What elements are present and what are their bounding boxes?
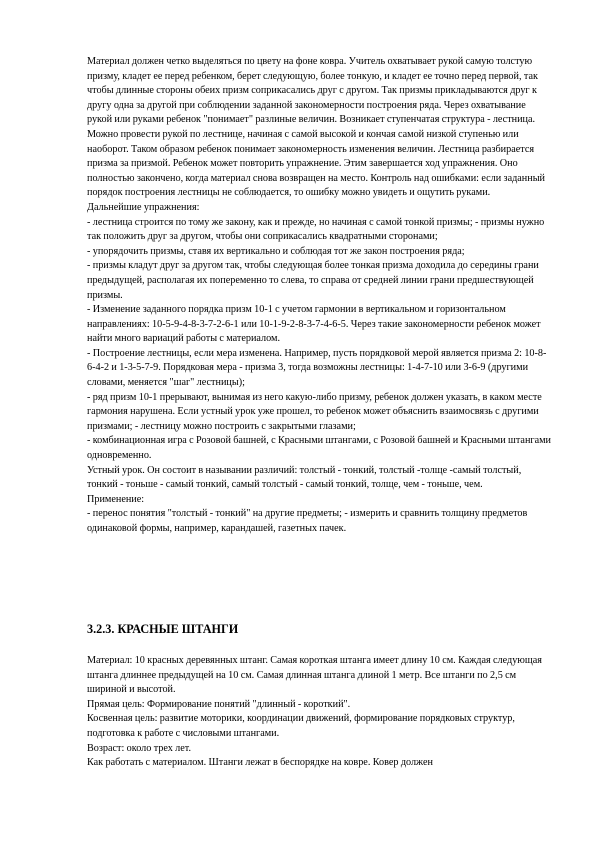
paragraph-material-description: Материал должен четко выделяться по цвету на фоне ковра. Учитель охватывает рукой самую толстую призму, кладет ее перед ребенком, берет следующую, более тонкую, и кладет ее точно перед первой, так чтобы длинные стороны обеих призм соприкасались друг с другом. Так призмы прикладываются друг к другу одна за другой при соблюдении заданной закономерности построения ряда. Через охватывание рукой или руками ребенок "понимает" разлиные величин. Возникает ступенчатая структура - лестница. Можно провести рукой по лестнице, начиная с самой высокой и кончая самой низкой ступенью или наоборот. Таком образом ребенок понимает закономерность изменения величин. Лестница разбирается призма за призмой. Ребенок может повторить упражнение. Этим завершается ход упражнения. Оно полностью закончено, когда материал снова возвращен на место. Контроль над ошибками: если заданный порядок построения лестницы не соблюдается, то ошибку можно увидеть и ощутить руками. (87, 56, 545, 199)
paragraph-how-to-work: Как работать с материалом. Штанги лежат в беспорядке на ковре. Ковер должен (87, 757, 433, 769)
prisms-exercise-text (87, 55, 552, 537)
paragraph-exercise-harmony: - Изменение заданного порядка призм 10-1 с учетом гармонии в вертикальном и горизонтальном направлениях: 10-5-9-4-8-3-7-2-6-1 или 10-1-9-2-8-3-7-4-6-5. Через такие закономерности ребенок может найти много вариаций работы с материалом. (87, 304, 541, 345)
section-heading-red-rods: 3.2.3. КРАСНЫЕ ШТАНГИ (87, 622, 239, 636)
paragraph-indirect-goal: Косвенная цель: развитие моторики, координации движений, формирование порядковых структур, подготовка к работе с числовыми штангами. (87, 713, 515, 739)
red-rods-text (87, 654, 552, 771)
paragraph-exercise-interrupted-row: - ряд призм 10-1 прерывают, вынимая из него какую-либо призму, ребенок должен указать, в каком месте гармония нарушена. Если устный урок уже прошел, то ребенок может объяснить взаимосвязь с другими призмами; - лестницу можно построить с закрытыми глазами; (87, 391, 542, 432)
paragraph-exercise-changed-measure: - Построение лестницы, если мера изменена. Например, пусть порядковой мерой является призма 2: 10-8-6-4-2 и 1-3-5-7-9. Порядковая мера - призма 3, тогда возможны лестницы: 1-4-7-10 или 3-6-9 (другими словами, меняется "шаг" лестницы); (87, 347, 547, 389)
paragraph-application: - перенос понятия "толстый - тонкий" на другие предметы; - измерить и сравнить толщину предметов одинаковой формы, например, карандашей, газетных пачек. (87, 508, 528, 534)
paragraph-further-exercises-label: Дальнейшие упражнения: (87, 201, 200, 213)
paragraph-rods-material: Материал: 10 красных деревянных штанг. Самая короткая штанга имеет длину 10 см. Каждая следующая штанга длиннее предыдущей на 10 см. Самая длинная штанга длиной 1 метр. Все штанги по 2,5 см шириной и высотой. (87, 655, 542, 696)
paragraph-exercise-alternating: - призмы кладут друг за другом так, чтобы следующая более тонкая призма доходила до середины грани предыдущей, располагая их попеременно то слева, то справа от средней линии грани предшествующей призмы. (87, 260, 539, 301)
paragraph-direct-goal: Прямая цель: Формирование понятий "длинный - короткий". (87, 698, 351, 710)
paragraph-application-label: Применение: (87, 493, 145, 505)
paragraph-oral-lesson: Устный урок. Он состоит в назывании различий: толстый - тонкий, толстый -толще -самый толстый, тонкий - тоньше - самый тонкий, самый толстый - самый тонкий, толще, чем - тоньше, чем. (87, 464, 522, 491)
paragraph-exercise-vertical: - упорядочить призмы, ставя их вертикально и соблюдая тот же закон построения ряда; (87, 245, 465, 257)
paragraph-exercise-combination: - комбинационная игра с Розовой башней, с Красными штангами, с Розовой башней и Красными штангами одновременно. (87, 435, 551, 462)
paragraph-exercise-thin-first: - лестница строится по тому же закону, как и прежде, но начиная с самой тонкой призмы; - призмы нужно так положить друг за другом, чтобы они соприкасались квадратными сторонами; (87, 216, 545, 243)
paragraph-age: Возраст: около трех лет. (87, 742, 192, 754)
